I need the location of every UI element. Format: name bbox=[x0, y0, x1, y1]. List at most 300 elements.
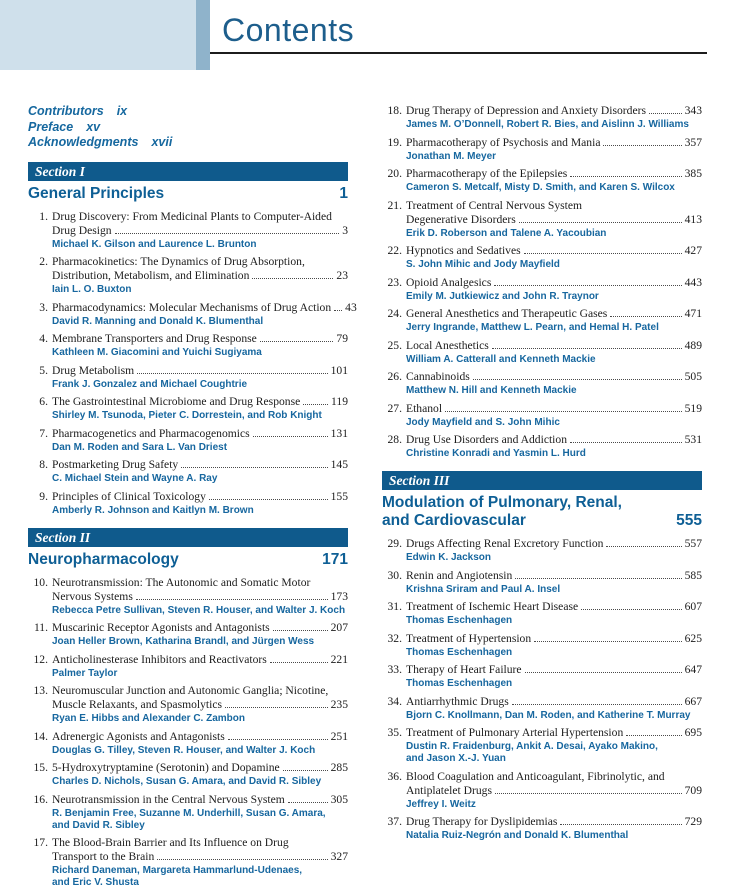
toc-entry bbox=[382, 815, 702, 842]
section-page-number: 171 bbox=[322, 550, 348, 568]
chapter-number: 30. bbox=[387, 568, 402, 582]
chapter-authors bbox=[52, 808, 348, 832]
chapter-author-line: C. Michael Stein and Wayne A. Ray bbox=[52, 473, 218, 484]
chapter-author-line: S. John Mihic and Jody Mayfield bbox=[406, 259, 560, 270]
chapter-number: 22. bbox=[387, 244, 402, 257]
toc-entry bbox=[28, 210, 348, 251]
chapter-number: 36. bbox=[387, 769, 402, 783]
chapter-authors bbox=[406, 448, 702, 460]
decorative-corner-stripe bbox=[196, 0, 210, 70]
chapter-authors bbox=[52, 745, 348, 757]
chapter-page-number: 221 bbox=[330, 652, 348, 666]
chapter-authors bbox=[406, 799, 702, 811]
chapter-title-last-line bbox=[52, 793, 348, 807]
chapter-authors bbox=[52, 239, 348, 251]
toc-right-column bbox=[382, 104, 702, 847]
chapter-page-number: 695 bbox=[684, 726, 702, 739]
chapter-page-number: 327 bbox=[330, 850, 348, 863]
chapter-author-line: Erik D. Roberson and Talene A. Yacoubian bbox=[406, 227, 607, 239]
chapter-author-line: Jeffrey I. Weitz bbox=[406, 798, 476, 810]
dot-leader bbox=[525, 672, 682, 673]
chapter-number: 13. bbox=[33, 684, 48, 697]
toc-entry bbox=[382, 104, 702, 131]
toc-entry bbox=[382, 632, 702, 659]
dot-leader bbox=[524, 253, 682, 254]
chapter-body bbox=[406, 433, 702, 460]
chapter-body bbox=[406, 276, 702, 303]
chapter-page-number: 557 bbox=[684, 537, 702, 550]
chapter-number: 17. bbox=[33, 836, 48, 849]
dot-leader bbox=[570, 442, 682, 443]
chapter-number: 28. bbox=[387, 433, 402, 446]
chapter-title-last-line bbox=[406, 307, 702, 321]
section-heading bbox=[28, 185, 348, 203]
chapter-number: 24. bbox=[387, 307, 402, 320]
chapter-title-text: Pharmacotherapy of Psychosis and Mania bbox=[406, 135, 601, 149]
chapter-page-number: 471 bbox=[684, 307, 702, 320]
chapter-body bbox=[52, 458, 348, 485]
chapter-title-text: Drug Therapy of Depression and Anxiety Disorders bbox=[406, 104, 646, 117]
dot-leader bbox=[570, 176, 681, 177]
chapter-title-text: The Gastrointestinal Microbiome and Drug Response bbox=[52, 395, 301, 408]
chapter-title-last-line bbox=[406, 537, 702, 551]
chapter-authors bbox=[406, 119, 702, 131]
chapter-title-line: Drug Discovery: From Medicinal Plants to Computer-Aided bbox=[52, 209, 332, 223]
toc-entry bbox=[382, 370, 702, 397]
chapter-page-number: 443 bbox=[684, 275, 702, 289]
toc-entry bbox=[382, 726, 702, 765]
chapter-author-line: Richard Daneman, Margareta Hammarlund-Udenaes, bbox=[52, 865, 303, 876]
chapter-number: 15. bbox=[33, 761, 48, 774]
section-title-line: General Principles bbox=[28, 184, 165, 202]
chapter-title-text: Pharmacodynamics: Molecular Mechanisms of Drug Action bbox=[52, 300, 332, 314]
chapter-author-line: Iain L. O. Buxton bbox=[52, 284, 132, 295]
chapter-page-number: 489 bbox=[684, 338, 702, 352]
chapter-title-text: Transport to the Brain bbox=[52, 850, 155, 863]
chapter-author-line: Kathleen M. Giacomini and Yuichi Sugiyama bbox=[52, 347, 262, 358]
dot-leader bbox=[270, 662, 328, 663]
toc-entry bbox=[382, 339, 702, 366]
chapter-body bbox=[52, 490, 348, 517]
dot-leader bbox=[512, 704, 682, 705]
chapter-title-last-line bbox=[52, 332, 348, 346]
chapter-title-last-line bbox=[406, 167, 702, 181]
chapter-authors bbox=[406, 228, 702, 240]
toc-entry bbox=[382, 433, 702, 460]
chapter-title-last-line bbox=[406, 815, 702, 829]
chapter-title-last-line bbox=[52, 653, 348, 667]
dot-leader bbox=[494, 285, 681, 286]
chapter-number: 29. bbox=[387, 537, 402, 550]
chapter-title-text: Pharmacotherapy of the Epilepsies bbox=[406, 167, 568, 180]
chapter-page-number: 251 bbox=[330, 729, 348, 743]
chapter-author-line: and David R. Sibley bbox=[52, 819, 145, 831]
chapter-title-text: Muscarinic Receptor Agonists and Antagonists bbox=[52, 621, 270, 634]
chapter-page-number: 145 bbox=[330, 458, 348, 471]
chapter-body bbox=[406, 199, 702, 240]
section-bar-label: Section III bbox=[382, 471, 702, 490]
chapter-title-last-line bbox=[406, 433, 702, 447]
chapter-title-text: Anticholinesterase Inhibitors and Reactivators bbox=[52, 652, 267, 666]
toc-entry bbox=[382, 276, 702, 303]
toc-entry bbox=[382, 167, 702, 194]
chapter-page-number: 667 bbox=[684, 694, 702, 708]
chapter-title-text: Drugs Affecting Renal Excretory Function bbox=[406, 537, 604, 550]
chapter-title-text: Distribution, Metabolism, and Elimination bbox=[52, 269, 250, 282]
chapter-number: 9. bbox=[39, 489, 48, 503]
chapter-title-last-line bbox=[52, 458, 348, 472]
chapter-title-last-line bbox=[52, 300, 357, 315]
toc-entry bbox=[28, 458, 348, 485]
chapter-authors bbox=[406, 647, 702, 659]
section-bar-label: Section II bbox=[28, 528, 348, 547]
chapter-authors bbox=[406, 151, 702, 163]
chapter-page-number: 625 bbox=[684, 631, 702, 645]
chapter-body bbox=[406, 632, 702, 659]
chapter-page-number: 413 bbox=[684, 212, 702, 226]
toc-entry bbox=[28, 364, 348, 391]
chapter-authors bbox=[52, 410, 348, 422]
dot-leader bbox=[260, 341, 334, 342]
chapter-title-last-line bbox=[52, 364, 348, 378]
chapter-body bbox=[406, 815, 702, 842]
chapter-page-number: 305 bbox=[330, 792, 348, 806]
chapter-title-last-line bbox=[52, 395, 348, 409]
dot-leader bbox=[560, 824, 681, 825]
chapter-authors bbox=[406, 584, 702, 596]
dot-leader bbox=[334, 310, 342, 311]
chapter-author-line: Edwin K. Jackson bbox=[406, 552, 492, 563]
chapter-page-number: 101 bbox=[330, 363, 348, 377]
chapter-title-last-line bbox=[52, 224, 348, 238]
chapter-author-line: Thomas Eschenhagen bbox=[406, 615, 513, 626]
chapter-authors bbox=[52, 668, 348, 680]
chapter-body bbox=[52, 427, 348, 454]
toc-entry bbox=[382, 600, 702, 627]
chapter-author-line: Bjorn C. Knollmann, Dan M. Roden, and Katherine T. Murray bbox=[406, 709, 691, 721]
chapter-author-line: David R. Manning and Donald K. Blumenthal bbox=[52, 315, 264, 327]
chapter-number: 35. bbox=[387, 726, 402, 739]
chapter-number: 37. bbox=[387, 815, 402, 828]
front-matter bbox=[28, 104, 348, 151]
chapter-number: 18. bbox=[387, 104, 402, 117]
toc-entry bbox=[382, 307, 702, 334]
chapter-number: 32. bbox=[387, 631, 402, 645]
dot-leader bbox=[252, 278, 333, 279]
chapter-authors bbox=[406, 182, 702, 194]
chapter-author-line: Natalia Ruiz-Negrón and Donald K. Blumenthal bbox=[406, 830, 629, 841]
section-title bbox=[28, 551, 179, 569]
chapter-number: 8. bbox=[39, 458, 48, 471]
chapter-number: 26. bbox=[387, 370, 402, 383]
chapter-title-text: Membrane Transporters and Drug Response bbox=[52, 332, 257, 345]
chapter-body bbox=[52, 793, 348, 832]
front-matter-item bbox=[28, 135, 348, 151]
chapter-author-line: Krishna Sriram and Paul A. Insel bbox=[406, 583, 561, 595]
chapter-author-line: Amberly R. Johnson and Kaitlyn M. Brown bbox=[52, 504, 254, 516]
chapter-number: 3. bbox=[39, 300, 48, 314]
chapter-body bbox=[406, 104, 702, 131]
chapter-title-last-line bbox=[406, 726, 702, 740]
toc-entry bbox=[382, 663, 702, 690]
chapter-page-number: 357 bbox=[684, 135, 702, 149]
chapter-body bbox=[52, 300, 357, 328]
chapter-title-text: Ethanol bbox=[406, 401, 443, 415]
dot-leader bbox=[492, 348, 682, 349]
front-matter-page: xvii bbox=[151, 135, 173, 149]
toc-left-column bbox=[28, 104, 357, 894]
chapter-title-last-line bbox=[406, 695, 702, 709]
chapter-author-line: Jonathan M. Meyer bbox=[406, 150, 497, 162]
dot-leader bbox=[157, 859, 327, 860]
dot-leader bbox=[610, 316, 681, 317]
chapter-page-number: 131 bbox=[330, 426, 348, 440]
chapter-page-number: 79 bbox=[336, 332, 348, 345]
chapter-authors bbox=[406, 354, 702, 366]
dot-leader bbox=[473, 379, 682, 380]
chapter-author-line: Palmer Taylor bbox=[52, 667, 118, 679]
chapter-body bbox=[52, 836, 348, 889]
chapter-title-last-line bbox=[406, 663, 702, 677]
dot-leader bbox=[283, 770, 328, 771]
chapter-authors bbox=[406, 830, 702, 842]
chapter-title-text: Principles of Clinical Toxicology bbox=[52, 489, 206, 503]
section-block bbox=[28, 162, 348, 203]
chapter-number: 21. bbox=[387, 198, 402, 212]
chapter-page-number: 385 bbox=[684, 167, 702, 180]
chapter-title-text: General Anesthetics and Therapeutic Gases bbox=[406, 307, 608, 320]
page-title: Contents bbox=[222, 12, 355, 48]
section-page-number: 1 bbox=[339, 184, 348, 202]
chapter-title-text: Hypnotics and Sedatives bbox=[406, 244, 521, 257]
chapter-page-number: 23 bbox=[336, 269, 348, 282]
dot-leader bbox=[181, 467, 327, 468]
toc-entry bbox=[28, 490, 348, 517]
chapter-body bbox=[406, 244, 702, 271]
chapter-page-number: 729 bbox=[684, 815, 702, 828]
toc-entry bbox=[382, 569, 702, 596]
chapter-title-text: Cannabinoids bbox=[406, 370, 470, 383]
chapter-author-line: Shirley M. Tsunoda, Pieter C. Dorrestein, and Rob Knight bbox=[52, 410, 322, 421]
dot-leader bbox=[225, 707, 328, 708]
section-title-line: Modulation of Pulmonary, Renal, bbox=[382, 494, 622, 511]
chapter-author-line: Thomas Eschenhagen bbox=[406, 678, 513, 689]
chapter-title-last-line bbox=[52, 698, 348, 712]
chapter-title-line: Treatment of Central Nervous System bbox=[406, 198, 583, 212]
chapter-title-text: Nervous Systems bbox=[52, 589, 133, 603]
chapter-number: 19. bbox=[387, 135, 402, 149]
chapter-author-line: and Jason X.-J. Yuan bbox=[406, 753, 506, 764]
front-matter-item bbox=[28, 104, 348, 120]
toc-entry bbox=[28, 730, 348, 757]
chapter-title-last-line bbox=[52, 621, 348, 635]
chapter-authors bbox=[52, 347, 348, 359]
chapter-title-text: Muscle Relaxants, and Spasmolytics bbox=[52, 698, 223, 711]
chapter-author-line: Christine Konradi and Yasmin L. Hurd bbox=[406, 448, 586, 459]
chapter-author-line: and Eric V. Shusta bbox=[52, 877, 139, 888]
section-title-line: and Cardiovascular bbox=[382, 512, 526, 529]
chapter-title-last-line bbox=[52, 850, 348, 864]
chapter-page-number: 585 bbox=[684, 568, 702, 582]
chapter-page-number: 207 bbox=[330, 621, 348, 634]
chapter-author-line: Thomas Eschenhagen bbox=[406, 646, 513, 658]
chapter-authors bbox=[406, 259, 702, 271]
chapter-body bbox=[406, 537, 702, 564]
chapter-body bbox=[406, 726, 702, 765]
chapter-title-line: Blood Coagulation and Anticoagulant, Fibrinolytic, and bbox=[406, 769, 665, 783]
dot-leader bbox=[136, 599, 328, 600]
section-title bbox=[28, 185, 164, 203]
chapter-title-last-line bbox=[406, 569, 702, 583]
chapter-author-line: Douglas G. Tilley, Steven R. Houser, and Walter J. Koch bbox=[52, 744, 316, 756]
chapter-author-line: Ryan E. Hibbs and Alexander C. Zambon bbox=[52, 713, 245, 724]
chapter-title-text: Treatment of Pulmonary Arterial Hypertension bbox=[406, 726, 624, 739]
chapter-page-number: 119 bbox=[331, 395, 348, 408]
chapter-number: 27. bbox=[387, 401, 402, 415]
chapter-title-text: Treatment of Ischemic Heart Disease bbox=[406, 600, 579, 613]
chapter-authors bbox=[52, 284, 348, 296]
chapter-number: 23. bbox=[387, 275, 402, 289]
dot-leader bbox=[495, 793, 682, 794]
chapter-authors bbox=[406, 741, 702, 765]
chapter-authors bbox=[406, 385, 702, 397]
chapter-author-line: Michael K. Gilson and Laurence L. Brunton bbox=[52, 238, 257, 250]
chapter-page-number: 427 bbox=[684, 244, 702, 257]
chapter-title-last-line bbox=[52, 427, 348, 441]
chapter-authors bbox=[406, 417, 702, 429]
chapter-authors bbox=[52, 776, 348, 788]
chapter-title-text: Degenerative Disorders bbox=[406, 212, 516, 226]
toc-entry bbox=[28, 653, 348, 680]
chapter-page-number: 235 bbox=[330, 698, 348, 711]
chapter-body bbox=[52, 210, 348, 251]
chapter-body bbox=[406, 402, 702, 429]
section-block bbox=[28, 528, 348, 569]
toc-entry bbox=[28, 793, 348, 832]
chapter-body bbox=[52, 761, 348, 788]
toc-entry bbox=[382, 199, 702, 240]
chapter-page-number: 343 bbox=[684, 104, 702, 117]
chapter-number: 10. bbox=[33, 575, 48, 589]
chapter-authors bbox=[52, 605, 348, 617]
chapter-page-number: 505 bbox=[684, 370, 702, 383]
dot-leader bbox=[228, 739, 328, 740]
chapter-title-text: Renin and Angiotensin bbox=[406, 568, 513, 582]
chapter-body bbox=[406, 695, 702, 722]
chapter-page-number: 709 bbox=[684, 783, 702, 797]
chapter-author-line: R. Benjamin Free, Suzanne M. Underhill, Susan G. Amara, bbox=[52, 807, 326, 819]
chapter-page-number: 607 bbox=[684, 600, 702, 613]
dot-leader bbox=[445, 411, 682, 412]
chapter-title-text: Antiplatelet Drugs bbox=[406, 783, 492, 797]
chapter-author-line: James M. O’Donnell, Robert R. Bies, and Aislinn J. Williams bbox=[406, 119, 689, 130]
chapter-authors bbox=[52, 316, 348, 328]
chapter-page-number: 531 bbox=[684, 433, 702, 446]
front-matter-label: Acknowledgments bbox=[28, 135, 139, 149]
chapter-page-number: 155 bbox=[330, 489, 348, 503]
toc-entry bbox=[382, 136, 702, 163]
chapter-title-last-line bbox=[52, 490, 348, 504]
chapter-title-text: Opioid Analgesics bbox=[406, 275, 492, 289]
chapter-authors bbox=[52, 636, 348, 648]
chapter-body bbox=[52, 364, 348, 391]
dot-leader bbox=[288, 802, 328, 803]
chapter-authors bbox=[52, 379, 348, 391]
dot-leader bbox=[519, 222, 682, 223]
toc-entry bbox=[28, 836, 348, 889]
chapter-page-number: 3 bbox=[342, 223, 348, 237]
front-matter-item bbox=[28, 120, 348, 136]
chapter-title-last-line bbox=[406, 213, 702, 227]
chapter-author-line: Cameron S. Metcalf, Misty D. Smith, and Karen S. Wilcox bbox=[406, 182, 675, 193]
dot-leader bbox=[115, 233, 340, 234]
chapter-title-text: Pharmacogenetics and Pharmacogenomics bbox=[52, 426, 250, 440]
section-title bbox=[382, 494, 622, 530]
chapter-authors bbox=[52, 442, 348, 454]
chapter-body bbox=[406, 136, 702, 163]
chapter-title-text: 5-Hydroxytryptamine (Serotonin) and Dopamine bbox=[52, 761, 280, 774]
chapter-authors bbox=[406, 615, 702, 627]
toc-entry bbox=[28, 427, 348, 454]
chapter-title-last-line bbox=[406, 276, 702, 290]
chapter-body bbox=[406, 307, 702, 334]
chapter-author-line: Charles D. Nichols, Susan G. Amara, and David R. Sibley bbox=[52, 776, 322, 787]
chapter-number: 16. bbox=[33, 792, 48, 806]
toc-entry bbox=[382, 244, 702, 271]
chapter-title-last-line bbox=[52, 730, 348, 744]
dot-leader bbox=[534, 641, 681, 642]
chapter-title-text: Adrenergic Agonists and Antagonists bbox=[52, 729, 225, 743]
chapter-title-text: Local Anesthetics bbox=[406, 338, 489, 352]
dot-leader bbox=[253, 436, 328, 437]
chapter-number: 7. bbox=[39, 426, 48, 440]
chapter-title-text: Drug Use Disorders and Addiction bbox=[406, 433, 567, 446]
chapter-number: 1. bbox=[39, 209, 48, 223]
dot-leader bbox=[626, 735, 681, 736]
chapter-authors bbox=[52, 505, 348, 517]
chapter-title-last-line bbox=[406, 632, 702, 646]
chapter-number: 6. bbox=[39, 395, 48, 408]
dot-leader bbox=[649, 113, 682, 114]
chapter-number: 12. bbox=[33, 652, 48, 666]
chapter-body bbox=[52, 684, 348, 725]
chapter-body bbox=[52, 730, 348, 757]
chapter-number: 31. bbox=[387, 600, 402, 613]
chapter-number: 34. bbox=[387, 694, 402, 708]
toc-entry bbox=[28, 761, 348, 788]
chapter-author-line: Rebecca Petre Sullivan, Steven R. Houser, and Walter J. Koch bbox=[52, 604, 346, 616]
chapter-number: 33. bbox=[387, 663, 402, 676]
chapter-page-number: 285 bbox=[330, 761, 348, 774]
chapter-title-last-line bbox=[406, 600, 702, 614]
dot-leader bbox=[515, 578, 681, 579]
toc-entry bbox=[28, 684, 348, 725]
dot-leader bbox=[273, 630, 328, 631]
toc-entry bbox=[382, 402, 702, 429]
chapter-author-line: Dustin R. Fraidenburg, Ankit A. Desai, Ayako Makino, bbox=[406, 741, 658, 752]
chapter-title-line: The Blood-Brain Barrier and Its Influence on Drug bbox=[52, 836, 289, 849]
chapter-title-text: Antiarrhythmic Drugs bbox=[406, 694, 509, 708]
chapter-number: 4. bbox=[39, 332, 48, 345]
chapter-number: 11. bbox=[33, 621, 48, 634]
chapter-number: 14. bbox=[33, 729, 48, 743]
dot-leader bbox=[603, 145, 681, 146]
section-page-number: 555 bbox=[676, 512, 702, 529]
chapter-title-last-line bbox=[52, 269, 348, 283]
chapter-author-line: Jerry Ingrande, Matthew L. Pearn, and Hemal H. Patel bbox=[406, 322, 659, 333]
front-matter-page: ix bbox=[116, 104, 128, 118]
chapter-title-last-line bbox=[406, 339, 702, 353]
